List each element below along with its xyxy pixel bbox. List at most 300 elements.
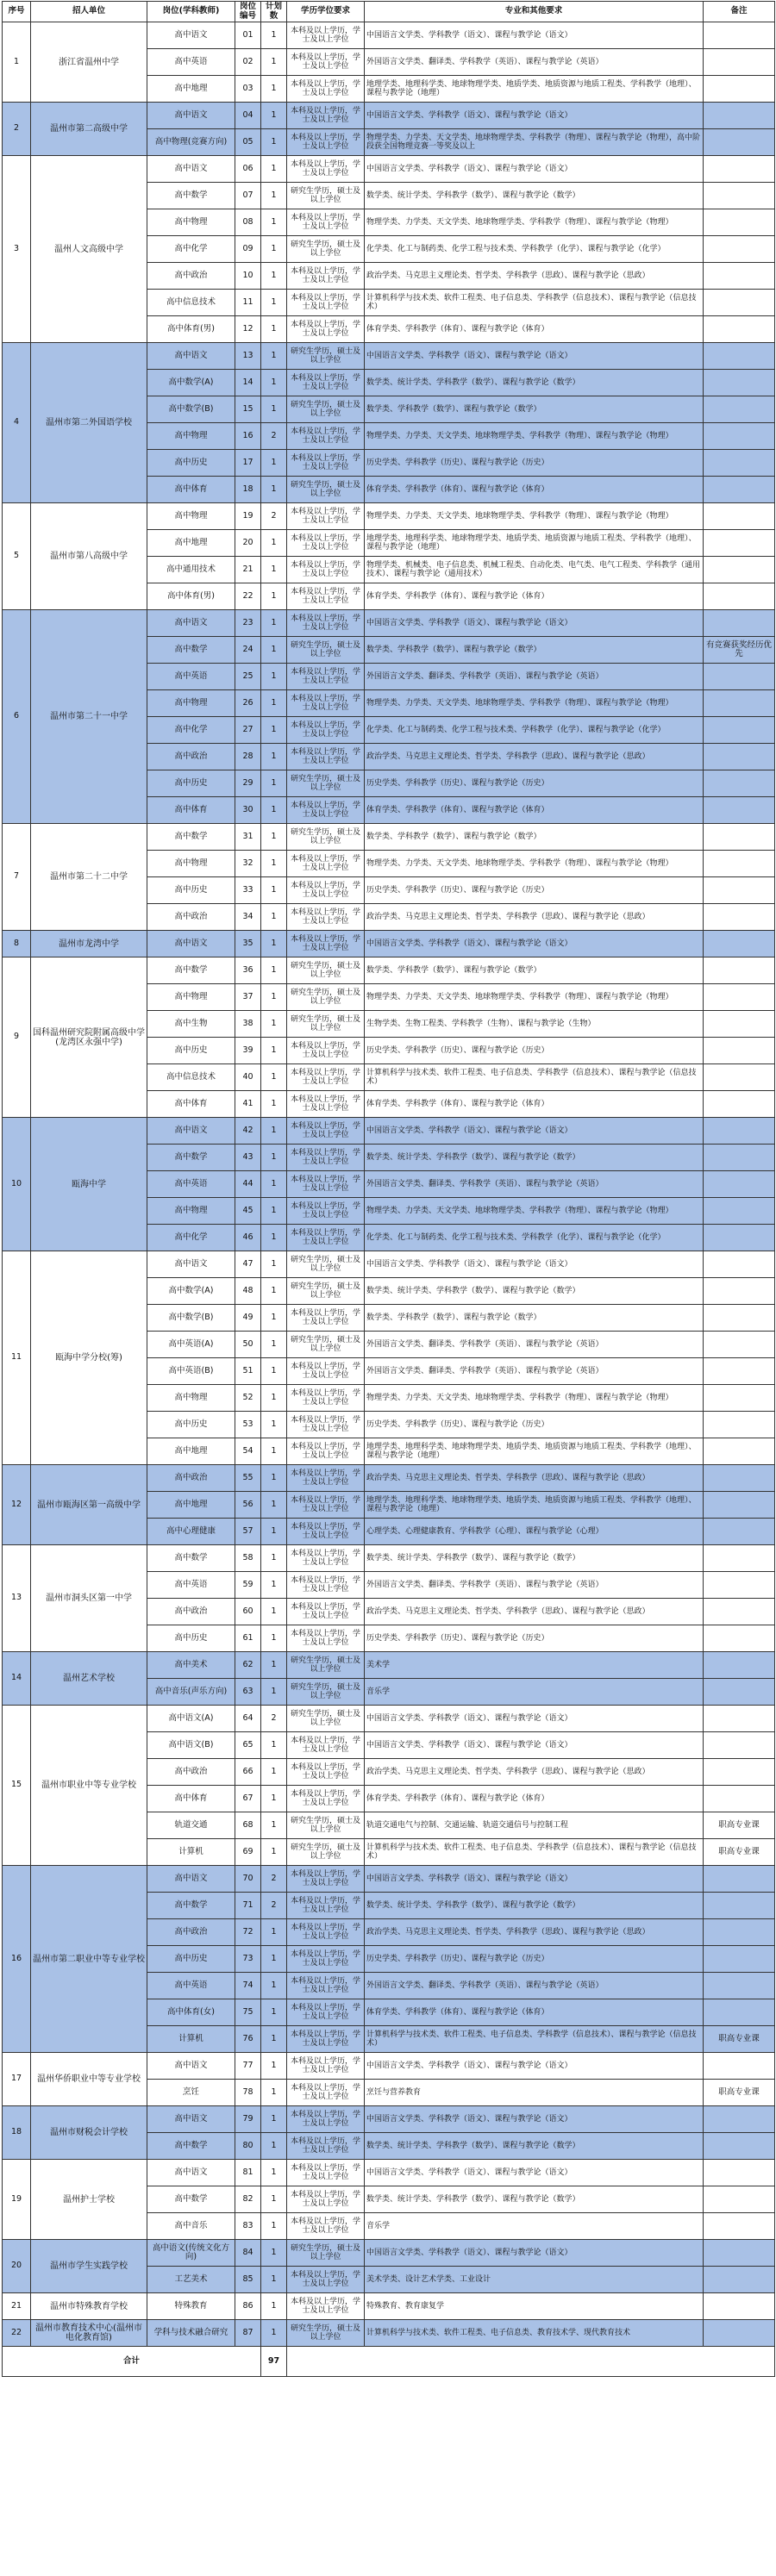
remark [704, 904, 775, 931]
post-code: 50 [235, 1332, 261, 1358]
education-requirement: 本科及以上学历，学士及以上学位 [287, 103, 365, 129]
major-requirement: 历史学类、学科教学（历史）、课程与教学论（历史） [365, 1038, 704, 1064]
education-requirement: 本科及以上学历，学士及以上学位 [287, 610, 365, 637]
post-name: 高中历史 [147, 1625, 235, 1652]
post-code: 57 [235, 1519, 261, 1545]
plan-count: 1 [261, 717, 287, 744]
row-index: 13 [3, 1545, 31, 1652]
post-code: 79 [235, 2106, 261, 2133]
remark [704, 1118, 775, 1145]
post-name: 工艺美术 [147, 2267, 235, 2293]
education-requirement: 本科及以上学历，学士及以上学位 [287, 263, 365, 290]
education-requirement: 研究生学历，硕士及以上学位 [287, 1706, 365, 1732]
major-requirement: 数学类、统计学类、学科教学（数学）、课程与教学论（数学） [365, 1145, 704, 1171]
education-requirement: 研究生学历，硕士及以上学位 [287, 957, 365, 984]
remark [704, 1866, 775, 1893]
education-requirement: 本科及以上学历，学士及以上学位 [287, 904, 365, 931]
education-requirement: 本科及以上学历，学士及以上学位 [287, 851, 365, 877]
education-requirement: 本科及以上学历，学士及以上学位 [287, 2293, 365, 2320]
post-code: 04 [235, 103, 261, 129]
education-requirement: 本科及以上学历，学士及以上学位 [287, 2053, 365, 2080]
post-code: 05 [235, 129, 261, 156]
total-row [3, 2347, 775, 2377]
post-code: 73 [235, 1946, 261, 1973]
post-code: 37 [235, 984, 261, 1011]
total-label: 合计 [3, 2347, 261, 2377]
plan-count: 2 [261, 423, 287, 450]
post-name: 高中政治 [147, 1919, 235, 1946]
employer-unit: 浙江省温州中学 [31, 22, 147, 103]
table-row [3, 1545, 775, 1572]
post-name: 高中地理 [147, 76, 235, 103]
remark [704, 877, 775, 904]
post-code: 85 [235, 2267, 261, 2293]
employer-unit: 温州市第八高级中学 [31, 503, 147, 610]
employer-unit: 温州人文高级中学 [31, 156, 147, 343]
post-code: 07 [235, 183, 261, 209]
remark [704, 2320, 775, 2347]
post-name: 高中信息技术 [147, 290, 235, 316]
education-requirement: 本科及以上学历，学士及以上学位 [287, 2106, 365, 2133]
remark [704, 1385, 775, 1412]
major-requirement: 政治学类、马克思主义理论类、哲学类、学科教学（思政）、课程与教学论（思政） [365, 904, 704, 931]
header-major: 专业和其他要求 [365, 2, 704, 22]
post-name: 高中历史 [147, 770, 235, 797]
remark [704, 664, 775, 690]
post-name: 高中数学 [147, 824, 235, 851]
post-code: 56 [235, 1492, 261, 1519]
major-requirement: 轨道交通电气与控制、交通运输、轨道交通信号与控制工程 [365, 1812, 704, 1839]
plan-count: 1 [261, 1171, 287, 1198]
post-name: 高中语文 [147, 22, 235, 49]
plan-count: 1 [261, 1999, 287, 2026]
remark [704, 530, 775, 557]
remark [704, 1973, 775, 1999]
major-requirement: 政治学类、马克思主义理论类、哲学类、学科教学（思政）、课程与教学论（思政） [365, 1465, 704, 1492]
education-requirement: 本科及以上学历，学士及以上学位 [287, 290, 365, 316]
remark [704, 851, 775, 877]
education-requirement: 本科及以上学历，学士及以上学位 [287, 156, 365, 183]
employer-unit: 瓯海中学 [31, 1118, 147, 1251]
row-index: 10 [3, 1118, 31, 1251]
post-name: 高中音乐 [147, 2213, 235, 2240]
major-requirement: 烹饪与营养教育 [365, 2080, 704, 2106]
post-code: 76 [235, 2026, 261, 2053]
major-requirement: 体育学类、学科教学（体育）、课程与教学论（体育） [365, 316, 704, 343]
plan-count: 1 [261, 1919, 287, 1946]
post-name: 高中生物 [147, 1011, 235, 1038]
post-name: 高中语文(A) [147, 1706, 235, 1732]
education-requirement: 本科及以上学历，学士及以上学位 [287, 22, 365, 49]
plan-count: 1 [261, 1652, 287, 1679]
post-name: 高中政治 [147, 1465, 235, 1492]
plan-count: 1 [261, 2293, 287, 2320]
education-requirement: 本科及以上学历，学士及以上学位 [287, 1866, 365, 1893]
major-requirement: 政治学类、马克思主义理论类、哲学类、学科教学（思政）、课程与教学论（思政） [365, 1599, 704, 1625]
remark [704, 1679, 775, 1706]
major-requirement: 物理学类、力学类、天文学类、地球物理学类、学科教学（物理）、课程与教学论（物理） [365, 1198, 704, 1225]
post-code: 58 [235, 1545, 261, 1572]
remark [704, 557, 775, 583]
post-code: 65 [235, 1732, 261, 1759]
employer-unit: 温州市第二外国语学校 [31, 343, 147, 503]
major-requirement: 中国语言文学类、学科教学（语文）、课程与教学论（语文） [365, 2106, 704, 2133]
education-requirement: 本科及以上学历，学士及以上学位 [287, 49, 365, 76]
remark [704, 1038, 775, 1064]
table-row [3, 2240, 775, 2267]
major-requirement: 物理学类、力学类、天文学类、地球物理学类、学科教学（物理）、课程与教学论（物理） [365, 503, 704, 530]
post-name: 计算机 [147, 2026, 235, 2053]
major-requirement: 特殊教育、教育康复学 [365, 2293, 704, 2320]
post-name: 计算机 [147, 1839, 235, 1866]
major-requirement: 物理学类、力学类、天文学类、地球物理学类、学科教学（物理）、课程与教学论（物理） [365, 1385, 704, 1412]
education-requirement: 本科及以上学历，学士及以上学位 [287, 1385, 365, 1412]
post-code: 68 [235, 1812, 261, 1839]
post-code: 59 [235, 1572, 261, 1599]
header-row [3, 2, 775, 22]
major-requirement: 物理学类、力学类、天文学类、地球物理学类、学科教学（物理）、课程与教学论（物理） [365, 851, 704, 877]
education-requirement: 本科及以上学历，学士及以上学位 [287, 1225, 365, 1251]
table-row [3, 1465, 775, 1492]
post-code: 71 [235, 1893, 261, 1919]
row-index: 4 [3, 343, 31, 503]
remark [704, 1652, 775, 1679]
education-requirement: 研究生学历，硕士及以上学位 [287, 1251, 365, 1278]
post-name: 高中英语 [147, 664, 235, 690]
remark [704, 1438, 775, 1465]
major-requirement: 历史学类、学科教学（历史）、课程与教学论（历史） [365, 877, 704, 904]
education-requirement: 本科及以上学历，学士及以上学位 [287, 690, 365, 717]
post-code: 78 [235, 2080, 261, 2106]
plan-count: 1 [261, 1412, 287, 1438]
education-requirement: 研究生学历，硕士及以上学位 [287, 477, 365, 503]
employer-unit: 国科温州研究院附属高级中学(龙湾区永强中学) [31, 957, 147, 1118]
plan-count: 1 [261, 156, 287, 183]
row-index: 2 [3, 103, 31, 156]
post-code: 69 [235, 1839, 261, 1866]
remark [704, 1519, 775, 1545]
post-name: 高中化学 [147, 236, 235, 263]
table-row [3, 610, 775, 637]
education-requirement: 研究生学历，硕士及以上学位 [287, 236, 365, 263]
remark [704, 690, 775, 717]
remark [704, 1091, 775, 1118]
post-name: 轨道交通 [147, 1812, 235, 1839]
post-name: 高中信息技术 [147, 1064, 235, 1091]
remark [704, 1919, 775, 1946]
post-name: 高中政治 [147, 744, 235, 770]
remark [704, 717, 775, 744]
post-name: 高中英语(B) [147, 1358, 235, 1385]
major-requirement: 中国语言文学类、学科教学（语文）、课程与教学论（语文） [365, 1118, 704, 1145]
remark [704, 1492, 775, 1519]
post-name: 高中地理 [147, 1492, 235, 1519]
post-code: 53 [235, 1412, 261, 1438]
remark [704, 1599, 775, 1625]
plan-count: 1 [261, 1198, 287, 1225]
row-index: 11 [3, 1251, 31, 1465]
plan-count: 1 [261, 209, 287, 236]
plan-count: 1 [261, 1438, 287, 1465]
education-requirement: 研究生学历，硕士及以上学位 [287, 2320, 365, 2347]
education-requirement: 本科及以上学历，学士及以上学位 [287, 1064, 365, 1091]
major-requirement: 政治学类、马克思主义理论类、哲学类、学科教学（思政）、课程与教学论（思政） [365, 263, 704, 290]
remark [704, 2106, 775, 2133]
remark [704, 2160, 775, 2186]
education-requirement: 本科及以上学历，学士及以上学位 [287, 503, 365, 530]
post-code: 30 [235, 797, 261, 824]
major-requirement: 音乐学 [365, 2213, 704, 2240]
remark [704, 370, 775, 396]
total-empty [287, 2347, 775, 2377]
major-requirement: 政治学类、马克思主义理论类、哲学类、学科教学（思政）、课程与教学论（思政） [365, 744, 704, 770]
post-name: 高中语文 [147, 1866, 235, 1893]
table-row [3, 2160, 775, 2186]
remark [704, 236, 775, 263]
post-name: 高中历史 [147, 877, 235, 904]
post-code: 17 [235, 450, 261, 477]
major-requirement: 中国语言文学类、学科教学（语文）、课程与教学论（语文） [365, 2053, 704, 2080]
employer-unit: 温州市特殊教育学校 [31, 2293, 147, 2320]
table-row [3, 2320, 775, 2347]
remark [704, 129, 775, 156]
employer-unit: 温州艺术学校 [31, 1652, 147, 1706]
employer-unit: 温州护士学校 [31, 2160, 147, 2240]
education-requirement: 本科及以上学历，学士及以上学位 [287, 583, 365, 610]
post-name: 高中历史 [147, 1038, 235, 1064]
post-name: 高中英语 [147, 1171, 235, 1198]
plan-count: 1 [261, 129, 287, 156]
employer-unit: 温州市洞头区第一中学 [31, 1545, 147, 1652]
education-requirement: 本科及以上学历，学士及以上学位 [287, 1412, 365, 1438]
plan-count: 1 [261, 1064, 287, 1091]
plan-count: 1 [261, 1011, 287, 1038]
post-name: 特殊教育 [147, 2293, 235, 2320]
header-code: 岗位编号 [235, 2, 261, 22]
remark [704, 450, 775, 477]
plan-count: 1 [261, 2053, 287, 2080]
education-requirement: 研究生学历，硕士及以上学位 [287, 1839, 365, 1866]
table-body [3, 22, 775, 2347]
post-name: 高中语文 [147, 103, 235, 129]
post-name: 高中地理 [147, 1438, 235, 1465]
major-requirement: 中国语言文学类、学科教学（语文）、课程与教学论（语文） [365, 1732, 704, 1759]
remark [704, 343, 775, 370]
plan-count: 1 [261, 1358, 287, 1385]
major-requirement: 中国语言文学类、学科教学（语文）、课程与教学论（语文） [365, 103, 704, 129]
education-requirement: 本科及以上学历，学士及以上学位 [287, 1145, 365, 1171]
post-code: 39 [235, 1038, 261, 1064]
education-requirement: 本科及以上学历，学士及以上学位 [287, 717, 365, 744]
education-requirement: 本科及以上学历，学士及以上学位 [287, 1091, 365, 1118]
remark [704, 1999, 775, 2026]
plan-count: 1 [261, 797, 287, 824]
remark [704, 1412, 775, 1438]
education-requirement: 本科及以上学历，学士及以上学位 [287, 1545, 365, 1572]
remark [704, 2186, 775, 2213]
remark [704, 770, 775, 797]
row-index: 21 [3, 2293, 31, 2320]
major-requirement: 数学类、统计学类、学科教学（数学）、课程与教学论（数学） [365, 183, 704, 209]
row-index: 9 [3, 957, 31, 1118]
plan-count: 1 [261, 1145, 287, 1171]
plan-count: 1 [261, 1786, 287, 1812]
plan-count: 2 [261, 503, 287, 530]
education-requirement: 本科及以上学历，学士及以上学位 [287, 1358, 365, 1385]
post-name: 高中英语(A) [147, 1332, 235, 1358]
post-code: 02 [235, 49, 261, 76]
employer-unit: 温州市财税会计学校 [31, 2106, 147, 2160]
major-requirement: 中国语言文学类、学科教学（语文）、课程与教学论（语文） [365, 931, 704, 957]
plan-count: 1 [261, 530, 287, 557]
remark [704, 1545, 775, 1572]
major-requirement: 中国语言文学类、学科教学（语文）、课程与教学论（语文） [365, 1251, 704, 1278]
plan-count: 1 [261, 1572, 287, 1599]
post-code: 77 [235, 2053, 261, 2080]
remark [704, 1278, 775, 1305]
education-requirement: 本科及以上学历，学士及以上学位 [287, 2213, 365, 2240]
post-code: 09 [235, 236, 261, 263]
post-code: 46 [235, 1225, 261, 1251]
plan-count: 1 [261, 931, 287, 957]
major-requirement: 计算机科学与技术类、软件工程类、电子信息类、教育技术学、现代教育技术 [365, 2320, 704, 2347]
plan-count: 1 [261, 343, 287, 370]
post-code: 11 [235, 290, 261, 316]
post-code: 01 [235, 22, 261, 49]
education-requirement: 本科及以上学历，学士及以上学位 [287, 1118, 365, 1145]
plan-count: 1 [261, 1545, 287, 1572]
post-code: 25 [235, 664, 261, 690]
remark [704, 1064, 775, 1091]
post-name: 高中语文 [147, 156, 235, 183]
major-requirement: 计算机科学与技术类、软件工程类、电子信息类、学科教学（信息技术）、课程与教学论（信息技术） [365, 2026, 704, 2053]
education-requirement: 本科及以上学历，学士及以上学位 [287, 1198, 365, 1225]
major-requirement: 外国语言文学类、翻译类、学科教学（英语）、课程与教学论（英语） [365, 1171, 704, 1198]
remark [704, 290, 775, 316]
major-requirement: 心理学类、心理健康教育、学科教学（心理）、课程与教学论（心理） [365, 1519, 704, 1545]
row-index: 22 [3, 2320, 31, 2347]
plan-count: 1 [261, 984, 287, 1011]
plan-count: 1 [261, 316, 287, 343]
major-requirement: 生物学类、生物工程类、学科教学（生物）、课程与教学论（生物） [365, 1011, 704, 1038]
post-name: 高中语文(B) [147, 1732, 235, 1759]
plan-count: 1 [261, 610, 287, 637]
post-name: 高中物理 [147, 851, 235, 877]
plan-count: 1 [261, 396, 287, 423]
major-requirement: 政治学类、马克思主义理论类、哲学类、学科教学（思政）、课程与教学论（思政） [365, 1759, 704, 1786]
post-code: 33 [235, 877, 261, 904]
plan-count: 1 [261, 637, 287, 664]
major-requirement: 数学类、统计学类、学科教学（数学）、课程与教学论（数学） [365, 1893, 704, 1919]
employer-unit: 温州市第二十二中学 [31, 824, 147, 931]
education-requirement: 本科及以上学历，学士及以上学位 [287, 1492, 365, 1519]
post-name: 高中数学(A) [147, 370, 235, 396]
education-requirement: 研究生学历，硕士及以上学位 [287, 1652, 365, 1679]
plan-count: 1 [261, 877, 287, 904]
education-requirement: 本科及以上学历，学士及以上学位 [287, 1038, 365, 1064]
major-requirement: 美术学类、设计艺术学类、工业设计 [365, 2267, 704, 2293]
employer-unit: 温州市第二高级中学 [31, 103, 147, 156]
major-requirement: 历史学类、学科教学（历史）、课程与教学论（历史） [365, 1946, 704, 1973]
plan-count: 1 [261, 1839, 287, 1866]
education-requirement: 本科及以上学历，学士及以上学位 [287, 1438, 365, 1465]
remark [704, 1706, 775, 1732]
plan-count: 1 [261, 770, 287, 797]
education-requirement: 本科及以上学历，学士及以上学位 [287, 316, 365, 343]
remark [704, 503, 775, 530]
education-requirement: 本科及以上学历，学士及以上学位 [287, 1946, 365, 1973]
post-code: 20 [235, 530, 261, 557]
post-code: 70 [235, 1866, 261, 1893]
education-requirement: 本科及以上学历，学士及以上学位 [287, 2160, 365, 2186]
post-name: 高中英语 [147, 1973, 235, 1999]
post-name: 学科与技术融合研究 [147, 2320, 235, 2347]
remark [704, 1332, 775, 1358]
major-requirement: 计算机科学与技术类、软件工程类、电子信息类、学科教学（信息技术）、课程与教学论（信息技术） [365, 1839, 704, 1866]
table-row [3, 156, 775, 183]
education-requirement: 本科及以上学历，学士及以上学位 [287, 1599, 365, 1625]
post-code: 06 [235, 156, 261, 183]
post-code: 03 [235, 76, 261, 103]
total-count: 97 [261, 2347, 287, 2377]
major-requirement: 化学类、化工与制药类、化学工程与技术类、学科教学（化学）、课程与教学论（化学） [365, 236, 704, 263]
post-code: 83 [235, 2213, 261, 2240]
post-name: 高中政治 [147, 1759, 235, 1786]
plan-count: 1 [261, 1091, 287, 1118]
major-requirement: 体育学类、学科教学（体育）、课程与教学论（体育） [365, 797, 704, 824]
plan-count: 1 [261, 236, 287, 263]
post-code: 35 [235, 931, 261, 957]
post-name: 高中语文 [147, 2106, 235, 2133]
plan-count: 1 [261, 2160, 287, 2186]
plan-count: 1 [261, 183, 287, 209]
remark [704, 1011, 775, 1038]
post-name: 高中语文 [147, 1118, 235, 1145]
remark [704, 2267, 775, 2293]
plan-count: 1 [261, 1973, 287, 1999]
major-requirement: 外国语言文学类、翻译类、学科教学（英语）、课程与教学论（英语） [365, 1973, 704, 1999]
major-requirement: 数学类、学科教学（数学）、课程与教学论（数学） [365, 637, 704, 664]
plan-count: 1 [261, 1465, 287, 1492]
major-requirement: 物理学类、力学类、天文学类、地球物理学类、学科教学（物理）、课程与教学论（物理） [365, 209, 704, 236]
header-index: 序号 [3, 2, 31, 22]
plan-count: 1 [261, 851, 287, 877]
post-name: 高中通用技术 [147, 557, 235, 583]
plan-count: 1 [261, 1679, 287, 1706]
header-count: 计划数 [261, 2, 287, 22]
education-requirement: 本科及以上学历，学士及以上学位 [287, 530, 365, 557]
post-name: 高中物理(竞赛方向) [147, 129, 235, 156]
remark [704, 49, 775, 76]
education-requirement: 本科及以上学历，学士及以上学位 [287, 2186, 365, 2213]
post-code: 34 [235, 904, 261, 931]
remark [704, 22, 775, 49]
plan-count: 1 [261, 1625, 287, 1652]
post-name: 高中数学 [147, 957, 235, 984]
remark [704, 1946, 775, 1973]
major-requirement: 音乐学 [365, 1679, 704, 1706]
post-name: 烹饪 [147, 2080, 235, 2106]
post-name: 高中数学(B) [147, 396, 235, 423]
plan-count: 1 [261, 1305, 287, 1332]
plan-count: 2 [261, 1866, 287, 1893]
remark: 职高专业课 [704, 1812, 775, 1839]
post-name: 高中语文(传统文化方向) [147, 2240, 235, 2267]
education-requirement: 本科及以上学历，学士及以上学位 [287, 1759, 365, 1786]
plan-count: 1 [261, 2106, 287, 2133]
remark [704, 1625, 775, 1652]
remark [704, 2133, 775, 2160]
